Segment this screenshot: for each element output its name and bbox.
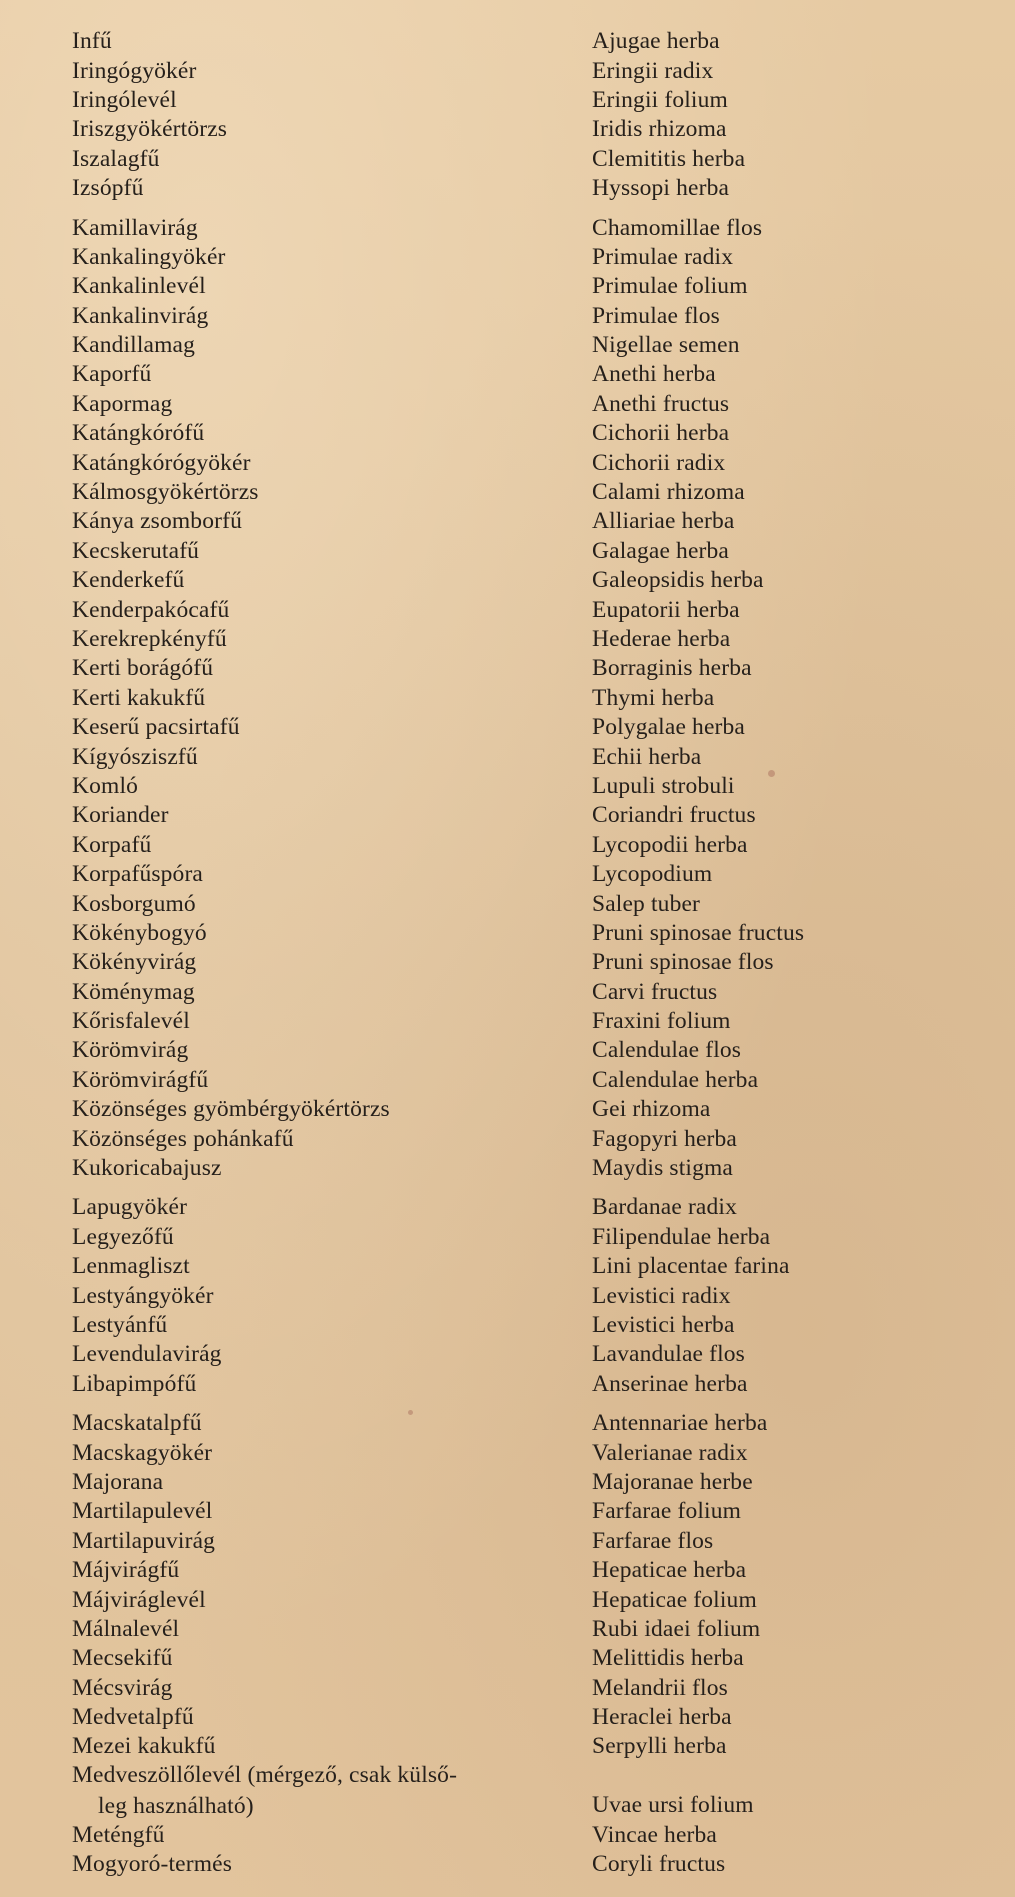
hungarian-name: Libapimpófű: [72, 1370, 197, 1397]
list-item: [72, 507, 972, 536]
latin-name: Pruni spinosae flos: [592, 949, 774, 976]
hungarian-name: Majorana: [72, 1468, 164, 1495]
latin-name: Anethi herba: [592, 361, 716, 388]
list-item: [72, 1527, 972, 1556]
list-item: [72, 419, 972, 448]
latin-name: Anethi fructus: [592, 390, 730, 417]
latin-name: Galeopsidis herba: [592, 567, 764, 594]
latin-name: Cichorii herba: [592, 420, 730, 447]
list-item: [72, 831, 972, 860]
list-item: [72, 860, 972, 889]
latin-name: Primulae flos: [592, 302, 720, 329]
list-item: [72, 1497, 972, 1526]
list-item: [72, 713, 972, 742]
hungarian-name: Közönséges gyömbérgyökértörzs: [72, 1096, 390, 1123]
list-item: [72, 1193, 972, 1222]
latin-name: Lavandulae flos: [592, 1341, 745, 1368]
list-item: [72, 243, 972, 272]
hungarian-name: Kenderpakócafű: [72, 596, 230, 623]
hungarian-name: Kapormag: [72, 390, 173, 417]
latin-name: Iridis rhizoma: [592, 116, 727, 143]
list-item: [72, 1124, 972, 1153]
hungarian-name: Kígyósziszfű: [72, 743, 198, 770]
list-item: [72, 772, 972, 801]
latin-name: Pruni spinosae fructus: [592, 919, 805, 946]
latin-name: Gei rhizoma: [592, 1096, 711, 1123]
hungarian-name: Mogyoró-termés: [72, 1851, 233, 1878]
list-item: [72, 1095, 972, 1124]
latin-name: Serpylli herba: [592, 1733, 727, 1760]
hungarian-name: Kökényvirág: [72, 949, 197, 976]
list-item: [72, 1311, 972, 1340]
list-item: [72, 174, 972, 203]
hungarian-name: Martilapuvirág: [72, 1527, 216, 1554]
list-item: [72, 1154, 972, 1183]
list-item: [72, 889, 972, 918]
list-item: [72, 537, 972, 566]
hungarian-name: Macskagyökér: [72, 1439, 213, 1466]
latin-name: Primulae radix: [592, 243, 734, 270]
hungarian-name: Martilapulevél: [72, 1498, 213, 1525]
list-item: [72, 302, 972, 331]
latin-name: Salep tuber: [592, 890, 701, 917]
list-item: [72, 625, 972, 654]
list-item: [72, 1762, 972, 1821]
hungarian-name: Köménymag: [72, 978, 195, 1005]
hungarian-name: Kerekrepkényfű: [72, 626, 227, 652]
latin-name: Majoranae herbe: [592, 1468, 753, 1495]
latin-name: Coryli fructus: [592, 1851, 726, 1878]
list-item: [72, 1223, 972, 1252]
paper-speck: [408, 1410, 413, 1415]
latin-name: Carvi fructus: [592, 978, 718, 1005]
herb-name-list: [72, 27, 972, 1879]
list-item: [72, 1409, 972, 1438]
list-item: [72, 1252, 972, 1281]
list-item: [72, 1556, 972, 1585]
list-item: [72, 86, 972, 115]
list-item: [72, 1585, 972, 1614]
list-item: [72, 272, 972, 301]
list-item: [72, 56, 972, 85]
hungarian-name: Katángkórógyökér: [72, 449, 251, 476]
list-item: [72, 478, 972, 507]
latin-name: Valerianae radix: [592, 1439, 748, 1466]
hungarian-name: Málnalevél: [72, 1615, 180, 1642]
hungarian-name: Komló: [72, 772, 139, 799]
latin-name: Cichorii radix: [592, 449, 726, 476]
list-item: [72, 742, 972, 771]
letter-group: [72, 1409, 972, 1879]
hungarian-name: Kankalingyökér: [72, 243, 226, 270]
list-item: [72, 919, 972, 948]
hungarian-name: Májviráglevél: [72, 1586, 206, 1613]
latin-name: Hederae herba: [592, 626, 731, 652]
list-item: [72, 1007, 972, 1036]
hungarian-name: Mecsekifű: [72, 1645, 173, 1672]
latin-name: Heraclei herba: [592, 1704, 732, 1731]
list-item: [72, 1340, 972, 1369]
list-item: [72, 145, 972, 174]
hungarian-name: Kaporfű: [72, 361, 152, 388]
hungarian-name: Mécsvirág: [72, 1674, 173, 1701]
list-item: [72, 390, 972, 419]
list-item: [72, 1732, 972, 1761]
latin-name: Lycopodii herba: [592, 831, 748, 858]
list-item: [72, 978, 972, 1007]
latin-name: Galagae herba: [592, 537, 729, 564]
list-item: [72, 1703, 972, 1732]
list-item: [72, 27, 972, 56]
list-item: [72, 684, 972, 713]
hungarian-name: Kankalinvirág: [72, 302, 209, 329]
hungarian-name: Izsópfű: [72, 175, 144, 202]
latin-name: Eringii radix: [592, 57, 714, 84]
hungarian-name: Levendulavirág: [72, 1341, 222, 1368]
list-item: [72, 448, 972, 477]
latin-name: Eringii folium: [592, 86, 728, 113]
hungarian-name: Körömvirág: [72, 1037, 189, 1064]
hungarian-name: Közönséges pohánkafű: [72, 1125, 294, 1152]
hungarian-name: Lestyángyökér: [72, 1282, 214, 1309]
hungarian-name: Mezei kakukfű: [72, 1733, 216, 1760]
latin-name: Melittidis herba: [592, 1645, 744, 1672]
hungarian-name: Kankalinlevél: [72, 273, 206, 300]
hungarian-name: Kánya zsomborfű: [72, 508, 242, 535]
latin-name: Hepaticae herba: [592, 1557, 747, 1584]
latin-name: Hyssopi herba: [592, 175, 730, 202]
list-item: [72, 1673, 972, 1702]
list-item: [72, 1468, 972, 1497]
latin-name: Levistici herba: [592, 1311, 735, 1338]
hungarian-name: Iriszgyökértörzs: [72, 116, 228, 143]
list-item: [72, 1615, 972, 1644]
letter-group: [72, 213, 972, 1183]
hungarian-name: Infű: [72, 28, 112, 55]
hungarian-name: Májvirágfű: [72, 1557, 180, 1584]
hungarian-name: Kálmosgyökértörzs: [72, 479, 259, 506]
latin-name: Borraginis herba: [592, 655, 752, 682]
latin-name: Thymi herba: [592, 684, 715, 711]
latin-name: Fraxini folium: [592, 1008, 731, 1035]
hungarian-name: Medvetalpfű: [72, 1704, 194, 1731]
list-item: [72, 595, 972, 624]
hungarian-name: Kenderkefű: [72, 567, 185, 594]
latin-name: Vincae herba: [592, 1821, 717, 1848]
hungarian-name: Kukoricabajusz: [72, 1155, 222, 1182]
latin-name: Clemititis herba: [592, 145, 746, 172]
latin-name: Maydis stigma: [592, 1155, 733, 1182]
hungarian-name: Keserű pacsirtafű: [72, 714, 240, 741]
list-item: [72, 115, 972, 144]
latin-name: Eupatorii herba: [592, 596, 740, 623]
hungarian-name: Kőrisfalevél: [72, 1008, 190, 1035]
latin-name: Polygalae herba: [592, 714, 745, 741]
latin-name: Rubi idaei folium: [592, 1615, 761, 1642]
hungarian-name: Koriander: [72, 802, 169, 829]
letter-group: [72, 27, 972, 203]
hungarian-name: Korpafűspóra: [72, 861, 204, 888]
list-item: [72, 1850, 972, 1879]
hungarian-name: Kökénybogyó: [72, 919, 207, 946]
hungarian-name: Kandillamag: [72, 332, 196, 359]
hungarian-name: [72, 1762, 592, 1821]
list-item: [72, 1370, 972, 1399]
list-item: [72, 360, 972, 389]
latin-name: Coriandri fructus: [592, 802, 756, 829]
list-item: [72, 1820, 972, 1849]
latin-name: Calami rhizoma: [592, 479, 745, 506]
hungarian-name: Legyezőfű: [72, 1223, 174, 1250]
latin-name: Lycopodium: [592, 861, 713, 888]
hungarian-name: Kamillavirág: [72, 214, 198, 241]
letter-group: [72, 1193, 972, 1399]
latin-name: Filipendulae herba: [592, 1223, 771, 1250]
list-item: [72, 1281, 972, 1310]
hungarian-name: Kecskerutafű: [72, 537, 200, 564]
hungarian-name: Lapugyökér: [72, 1194, 188, 1221]
latin-name: Lini placentae farina: [592, 1253, 790, 1280]
latin-name: Ajugae herba: [592, 28, 720, 55]
latin-name: Uvae ursi folium: [592, 1792, 754, 1819]
hungarian-name-continuation: leg használható): [98, 1793, 254, 1820]
latin-name: Anserinae herba: [592, 1370, 748, 1397]
hungarian-name: Katángkórófű: [72, 420, 205, 447]
list-item: [72, 1066, 972, 1095]
latin-name: Calendulae flos: [592, 1037, 742, 1064]
hungarian-name: Iringógyökér: [72, 57, 197, 84]
hungarian-name: Kerti borágófű: [72, 655, 214, 682]
list-item: [72, 213, 972, 242]
latin-name: Calendulae herba: [592, 1066, 759, 1093]
latin-name: Hepaticae folium: [592, 1586, 757, 1613]
list-item: [72, 654, 972, 683]
hungarian-name: Macskatalpfű: [72, 1410, 202, 1437]
latin-name: Antennariae herba: [592, 1410, 768, 1437]
hungarian-name: Lenmagliszt: [72, 1253, 190, 1280]
hungarian-name: Kerti kakukfű: [72, 684, 206, 711]
hungarian-name-line: Medveszöllőlevél (mérgező, csak külső-: [72, 1761, 458, 1788]
hungarian-name: Iringólevél: [72, 86, 177, 113]
latin-name: Alliariae herba: [592, 508, 735, 535]
list-item: [72, 331, 972, 360]
latin-name: Levistici radix: [592, 1282, 731, 1309]
latin-name: Primulae folium: [592, 273, 748, 300]
list-item: [72, 801, 972, 830]
list-item: [72, 1438, 972, 1467]
latin-name: Echii herba: [592, 743, 702, 770]
hungarian-name: Kosborgumó: [72, 890, 196, 917]
latin-name: Bardanae radix: [592, 1194, 737, 1221]
list-item: [72, 1036, 972, 1065]
latin-name: Chamomillae flos: [592, 214, 763, 241]
list-item: [72, 566, 972, 595]
hungarian-name: Korpafű: [72, 831, 152, 858]
hungarian-name: Lestyánfű: [72, 1311, 168, 1338]
latin-name: Melandrii flos: [592, 1674, 728, 1701]
latin-name: Farfarae folium: [592, 1498, 742, 1525]
latin-name: Lupuli strobuli: [592, 772, 735, 799]
latin-name: Nigellae semen: [592, 332, 740, 359]
list-item: [72, 948, 972, 977]
paper-speck: [768, 770, 775, 777]
list-item: [72, 1644, 972, 1673]
hungarian-name: Iszalagfű: [72, 145, 160, 172]
latin-name: Fagopyri herba: [592, 1125, 738, 1152]
hungarian-name: Meténgfű: [72, 1821, 165, 1848]
latin-name: Farfarae flos: [592, 1527, 714, 1554]
hungarian-name: Körömvirágfű: [72, 1066, 209, 1093]
